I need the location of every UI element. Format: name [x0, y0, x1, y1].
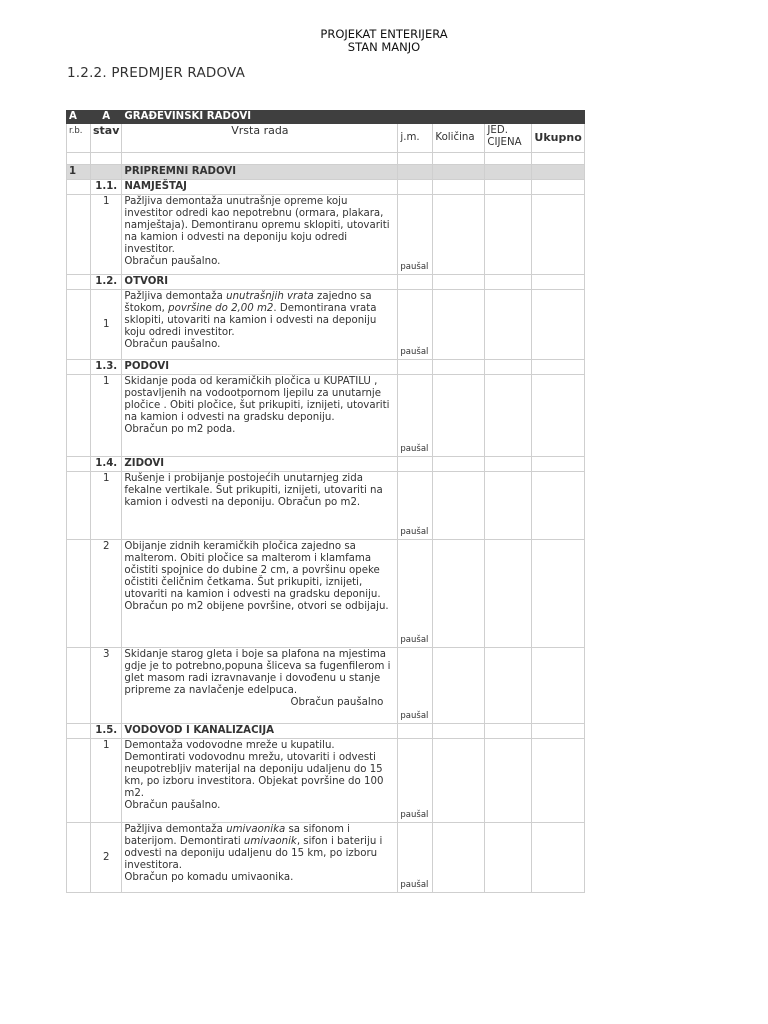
item-description	[122, 823, 398, 893]
section-code: 1.1.	[91, 180, 122, 195]
header-jm: j.m.	[398, 124, 433, 153]
item-text: Pažljiva demontaža umivaonika sa sifonom i baterijom. Demontirati umivaonik, sifon i bateriju i odvesti na deponiju udaljenu do 15 km, po izboru investitora.	[124, 824, 383, 871]
header-jed-cijena: JED. CIJENA	[485, 124, 532, 153]
header-kolicina: Količina	[433, 124, 485, 153]
item-text: Demontaža vodovodne mreže u kupatilu. Demontirati vodovodnu mrežu, utovariti i odvesti neupotrebljiv materijal na deponiju udaljenu do 15 km, po izboru investitora. Objekat površine do 100 m2.	[124, 740, 384, 799]
item-description	[122, 472, 398, 540]
table-row	[67, 823, 585, 893]
table-row	[67, 290, 585, 360]
header-ukupno: Ukupno	[532, 124, 584, 153]
header-rb: r.b.	[67, 124, 91, 153]
item-number: 3	[91, 648, 122, 724]
section-code: 1.2.	[91, 275, 122, 290]
item-calculation: Obračun paušalno.	[124, 256, 221, 267]
item-description	[122, 195, 398, 275]
item-calculation: Obračun paušalno.	[124, 800, 221, 811]
section-row	[67, 275, 585, 290]
item-calculation: Obračun po m2 poda.	[124, 424, 236, 435]
document-header	[0, 28, 768, 54]
section-code: 1.5.	[91, 724, 122, 739]
col-a-label: A	[67, 111, 91, 124]
item-unit: paušal	[398, 739, 433, 823]
section-title: PODOVI	[122, 360, 398, 375]
item-unit: paušal	[398, 540, 433, 648]
table-row	[67, 739, 585, 823]
item-text: Skidanje poda od keramičkih pločica u KUPATILU , postavljenih na vodootpornom ljepilu za unutarnje pločice . Obiti pločice, šut prikupiti, iznijeti, utovariti na kamion i odvesti na gradsku deponiju.	[124, 376, 390, 423]
section-row	[67, 724, 585, 739]
item-unit: paušal	[398, 195, 433, 275]
table-title-row	[67, 111, 585, 124]
section-title: VODOVOD I KANALIZACIJA	[122, 724, 398, 739]
item-text: Skidanje starog gleta i boje sa plafona na mjestima gdje je to potrebno,popuna šliceva sa fugenfilerom i glet masom radi izravnavanje i dovođenu u stanje pripreme za navlačenje edelpuca. Obračun paušalno	[124, 649, 391, 708]
group-row	[67, 165, 585, 180]
item-unit: paušal	[398, 472, 433, 540]
item-unit: paušal	[398, 648, 433, 724]
item-unit: paušal	[398, 823, 433, 893]
item-number: 1	[91, 290, 122, 360]
section-row	[67, 457, 585, 472]
group-title: PRIPREMNI RADOVI	[122, 165, 398, 180]
section-row	[67, 360, 585, 375]
section-title: OTVORI	[122, 275, 398, 290]
section-code: 1.4.	[91, 457, 122, 472]
table-row	[67, 472, 585, 540]
item-description	[122, 290, 398, 360]
column-header-row	[67, 124, 585, 153]
item-calculation: Obračun po komadu umivaonika.	[124, 872, 294, 883]
section-code: 1.3.	[91, 360, 122, 375]
item-number: 2	[91, 823, 122, 893]
item-description	[122, 375, 398, 457]
col-a2-label: A	[91, 111, 122, 124]
bill-of-quantities-table	[66, 110, 585, 893]
section-row	[67, 180, 585, 195]
spacer-row	[67, 153, 585, 165]
item-unit: paušal	[398, 290, 433, 360]
item-number: 1	[91, 739, 122, 823]
item-number: 1	[91, 472, 122, 540]
item-description	[122, 739, 398, 823]
group-number: 1	[67, 165, 91, 180]
item-number: 1	[91, 375, 122, 457]
item-description	[122, 540, 398, 648]
table-row	[67, 540, 585, 648]
project-subtitle: STAN MANJO	[347, 40, 421, 54]
item-calculation: Obračun paušalno	[290, 697, 384, 708]
item-unit: paušal	[398, 375, 433, 457]
item-text: Obijanje zidnih keramičkih pločica zajedno sa malterom. Obiti pločice sa malterom i klamfama očistiti spojnice do dubine 2 cm, a površinu opeke očistiti čeličnim četkama. Šut prikupiti, iznijeti, utovariti na kamion i odvesti na gradsku deponiju.	[124, 541, 381, 600]
item-calculation: Obračun po m2 obijene površine, otvori se odbijaju.	[124, 601, 389, 612]
item-number: 1	[91, 195, 122, 275]
section-title: NAMJEŠTAJ	[122, 180, 398, 195]
table-row	[67, 375, 585, 457]
item-text: Rušenje i probijanje postojećih unutarnjeg zida fekalne vertikale. Šut prikupiti, iznijeti, utovariti na kamion i odvesti na deponiju. Obračun po m2.	[124, 473, 383, 508]
item-calculation: Obračun paušalno.	[124, 339, 221, 350]
item-text: Pažljiva demontaža unutrašnjih vrata zajedno sa štokom, površine do 2,00 m2. Demontirana vrata sklopiti, utovariti na kamion i odvesti na deponiju koju odredi investitor.	[124, 291, 377, 338]
project-title: PROJEKAT ENTERIJERA	[320, 27, 448, 41]
item-number: 2	[91, 540, 122, 648]
header-stav: stav	[91, 124, 122, 153]
header-vrsta-rada: Vrsta rada	[122, 124, 398, 153]
table-row	[67, 648, 585, 724]
works-category-title: GRAĐEVINSKI RADOVI	[122, 111, 398, 124]
table-row	[67, 195, 585, 275]
section-title: ZIDOVI	[122, 457, 398, 472]
item-text: Pažljiva demontaža unutrašnje opreme koju investitor odredi kao nepotrebnu (ormara, plakara, namještaja). Demontiranu opremu sklopiti, utovariti na kamion i odvesti na deponiju koju odredi investitor.	[124, 196, 390, 255]
section-title: 1.2.2. PREDMJER RADOVA	[67, 65, 246, 81]
item-description	[122, 648, 398, 724]
